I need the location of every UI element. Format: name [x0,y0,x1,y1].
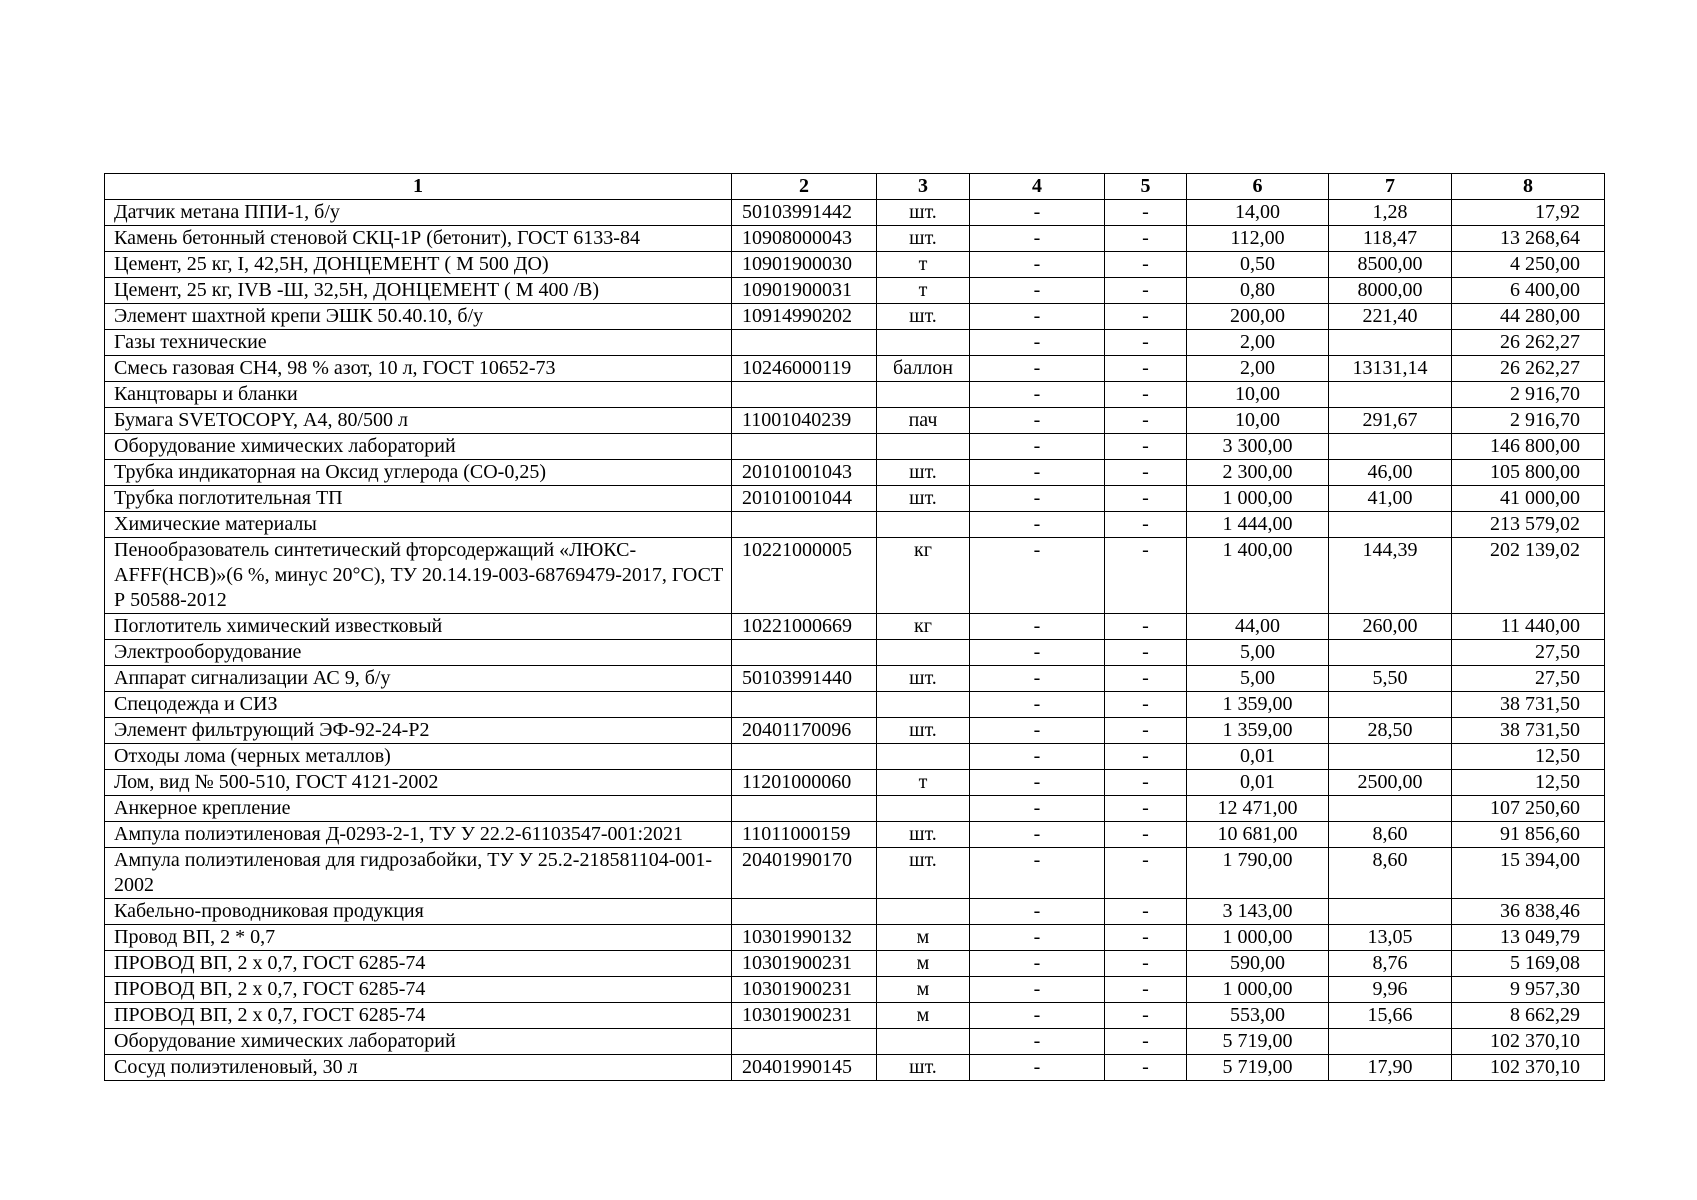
column-5-cell: - [1105,848,1187,899]
item-name-cell: Спецодежда и СИЗ [105,692,732,718]
quantity-cell: 10 681,00 [1187,822,1329,848]
unit-cell: шт. [877,200,970,226]
quantity-cell: 5 719,00 [1187,1029,1329,1055]
quantity-cell: 14,00 [1187,200,1329,226]
column-5-cell: - [1105,744,1187,770]
item-name-cell: Элемент фильтрующий ЭФ-92-24-Р2 [105,718,732,744]
quantity-cell: 5,00 [1187,640,1329,666]
item-code-cell: 10246000119 [732,356,877,382]
table-row [105,512,1605,538]
column-5-cell: - [1105,977,1187,1003]
item-code-cell: 10301900231 [732,977,877,1003]
column-5-cell: - [1105,304,1187,330]
price-cell [1329,692,1452,718]
column-4-cell: - [970,744,1105,770]
price-cell: 28,50 [1329,718,1452,744]
column-4-cell: - [970,796,1105,822]
unit-cell: шт. [877,666,970,692]
total-cell: 36 838,46 [1452,899,1605,925]
quantity-cell: 0,01 [1187,744,1329,770]
column-4-cell: - [970,382,1105,408]
table-row [105,538,1605,614]
item-code-cell: 10901900031 [732,278,877,304]
unit-cell: м [877,977,970,1003]
unit-cell: кг [877,614,970,640]
price-cell [1329,330,1452,356]
table-row [105,899,1605,925]
price-cell [1329,796,1452,822]
quantity-cell: 0,80 [1187,278,1329,304]
total-cell: 38 731,50 [1452,692,1605,718]
item-name-cell: Смесь газовая СН4, 98 % азот, 10 л, ГОСТ 10652-73 [105,356,732,382]
col-header-2: 2 [732,174,877,200]
price-cell: 2500,00 [1329,770,1452,796]
unit-cell: шт. [877,486,970,512]
item-code-cell: 10301900231 [732,951,877,977]
column-5-cell: - [1105,356,1187,382]
column-5-cell: - [1105,538,1187,614]
table-row [105,1029,1605,1055]
quantity-cell: 5,00 [1187,666,1329,692]
table-row [105,848,1605,899]
price-cell [1329,382,1452,408]
quantity-cell: 1 790,00 [1187,848,1329,899]
column-5-cell: - [1105,822,1187,848]
item-name-cell: Цемент, 25 кг, IVВ -Ш, 32,5Н, ДОНЦЕМЕНТ ( М 400 /В) [105,278,732,304]
unit-cell [877,1029,970,1055]
total-cell: 213 579,02 [1452,512,1605,538]
item-code-cell: 20401990170 [732,848,877,899]
column-5-cell: - [1105,252,1187,278]
col-header-4: 4 [970,174,1105,200]
total-cell: 13 049,79 [1452,925,1605,951]
quantity-cell: 590,00 [1187,951,1329,977]
table-row [105,822,1605,848]
total-cell: 15 394,00 [1452,848,1605,899]
column-5-cell: - [1105,460,1187,486]
item-name-cell: Поглотитель химический известковый [105,614,732,640]
price-cell: 41,00 [1329,486,1452,512]
item-code-cell [732,744,877,770]
total-cell: 91 856,60 [1452,822,1605,848]
item-name-cell: Цемент, 25 кг, I, 42,5Н, ДОНЦЕМЕНТ ( М 500 ДО) [105,252,732,278]
item-name-cell: Сосуд полиэтиленовый, 30 л [105,1055,732,1081]
column-5-cell: - [1105,512,1187,538]
table-row [105,382,1605,408]
unit-cell [877,434,970,460]
item-code-cell: 20101001043 [732,460,877,486]
table-row [105,977,1605,1003]
total-cell: 17,92 [1452,200,1605,226]
item-name-cell: ПРОВОД ВП, 2 х 0,7, ГОСТ 6285-74 [105,1003,732,1029]
table-row [105,925,1605,951]
column-4-cell: - [970,1029,1105,1055]
column-4-cell: - [970,1055,1105,1081]
total-cell: 105 800,00 [1452,460,1605,486]
column-5-cell: - [1105,666,1187,692]
price-cell: 260,00 [1329,614,1452,640]
table-row [105,278,1605,304]
table-row [105,718,1605,744]
table-row [105,226,1605,252]
price-cell: 17,90 [1329,1055,1452,1081]
quantity-cell: 1 000,00 [1187,977,1329,1003]
price-cell: 46,00 [1329,460,1452,486]
column-4-cell: - [970,512,1105,538]
table-row [105,200,1605,226]
price-cell: 8,76 [1329,951,1452,977]
quantity-cell: 0,50 [1187,252,1329,278]
column-4-cell: - [970,951,1105,977]
col-header-6: 6 [1187,174,1329,200]
item-name-cell: Аппарат сигнализации АС 9, б/у [105,666,732,692]
item-code-cell [732,796,877,822]
column-5-cell: - [1105,1003,1187,1029]
price-cell: 9,96 [1329,977,1452,1003]
item-name-cell: ПРОВОД ВП, 2 х 0,7, ГОСТ 6285-74 [105,977,732,1003]
column-4-cell: - [970,408,1105,434]
item-code-cell [732,330,877,356]
item-code-cell: 10221000669 [732,614,877,640]
quantity-cell: 5 719,00 [1187,1055,1329,1081]
column-4-cell: - [970,614,1105,640]
item-code-cell: 11001040239 [732,408,877,434]
table-row [105,1003,1605,1029]
price-cell: 13,05 [1329,925,1452,951]
col-header-5: 5 [1105,174,1187,200]
quantity-cell: 1 000,00 [1187,925,1329,951]
column-5-cell: - [1105,486,1187,512]
table-row [105,434,1605,460]
column-5-cell: - [1105,408,1187,434]
table-row [105,1055,1605,1081]
total-cell: 2 916,70 [1452,408,1605,434]
total-cell: 44 280,00 [1452,304,1605,330]
column-5-cell: - [1105,925,1187,951]
unit-cell: шт. [877,718,970,744]
quantity-cell: 553,00 [1187,1003,1329,1029]
price-cell [1329,899,1452,925]
unit-cell: т [877,252,970,278]
unit-cell: м [877,1003,970,1029]
column-4-cell: - [970,226,1105,252]
total-cell: 41 000,00 [1452,486,1605,512]
price-cell: 8,60 [1329,848,1452,899]
item-name-cell: Ампула полиэтиленовая Д-0293-2-1, ТУ У 22.2-61103547-001:2021 [105,822,732,848]
total-cell: 102 370,10 [1452,1029,1605,1055]
unit-cell [877,744,970,770]
table-row [105,640,1605,666]
column-4-cell: - [970,640,1105,666]
item-name-cell: Оборудование химических лабораторий [105,434,732,460]
column-5-cell: - [1105,640,1187,666]
price-cell: 15,66 [1329,1003,1452,1029]
unit-cell: шт. [877,226,970,252]
column-5-cell: - [1105,1055,1187,1081]
table-row [105,486,1605,512]
item-code-cell [732,382,877,408]
item-name-cell: Провод ВП, 2 * 0,7 [105,925,732,951]
column-4-cell: - [970,304,1105,330]
item-name-cell: Пенообразователь синтетический фторсодержащий «ЛЮКС-AFFF(HCB)»(6 %, минус 20°С), ТУ 20.14.19-003-68769479-2017, ГОСТ Р 50588-2012 [105,538,732,614]
unit-cell [877,382,970,408]
unit-cell [877,796,970,822]
item-name-cell: Анкерное крепление [105,796,732,822]
unit-cell [877,899,970,925]
quantity-cell: 2 300,00 [1187,460,1329,486]
quantity-cell: 10,00 [1187,382,1329,408]
total-cell: 9 957,30 [1452,977,1605,1003]
total-cell: 2 916,70 [1452,382,1605,408]
unit-cell: т [877,770,970,796]
total-cell: 11 440,00 [1452,614,1605,640]
total-cell: 8 662,29 [1452,1003,1605,1029]
total-cell: 12,50 [1452,770,1605,796]
total-cell: 26 262,27 [1452,330,1605,356]
col-header-7: 7 [1329,174,1452,200]
total-cell: 4 250,00 [1452,252,1605,278]
price-cell: 221,40 [1329,304,1452,330]
column-4-cell: - [970,486,1105,512]
item-name-cell: Газы технические [105,330,732,356]
table-row [105,408,1605,434]
item-name-cell: Элемент шахтной крепи ЭШК 50.40.10, б/у [105,304,732,330]
price-cell: 5,50 [1329,666,1452,692]
unit-cell: пач [877,408,970,434]
column-4-cell: - [970,538,1105,614]
item-name-cell: Бумага SVETOCOPY, А4, 80/500 л [105,408,732,434]
unit-cell: м [877,951,970,977]
total-cell: 13 268,64 [1452,226,1605,252]
price-cell: 8500,00 [1329,252,1452,278]
item-name-cell: Трубка поглотительная ТП [105,486,732,512]
unit-cell: баллон [877,356,970,382]
total-cell: 12,50 [1452,744,1605,770]
item-code-cell: 20401990145 [732,1055,877,1081]
table-row [105,460,1605,486]
col-header-1: 1 [105,174,732,200]
total-cell: 202 139,02 [1452,538,1605,614]
item-name-cell: ПРОВОД ВП, 2 х 0,7, ГОСТ 6285-74 [105,951,732,977]
item-code-cell: 11011000159 [732,822,877,848]
price-cell: 8000,00 [1329,278,1452,304]
unit-cell: шт. [877,304,970,330]
column-5-cell: - [1105,278,1187,304]
column-5-cell: - [1105,200,1187,226]
header-row [105,174,1605,200]
unit-cell: т [877,278,970,304]
item-code-cell: 10221000005 [732,538,877,614]
total-cell: 5 169,08 [1452,951,1605,977]
column-5-cell: - [1105,899,1187,925]
quantity-cell: 1 000,00 [1187,486,1329,512]
column-5-cell: - [1105,951,1187,977]
column-5-cell: - [1105,1029,1187,1055]
column-4-cell: - [970,1003,1105,1029]
quantity-cell: 1 444,00 [1187,512,1329,538]
quantity-cell: 3 143,00 [1187,899,1329,925]
quantity-cell: 1 359,00 [1187,718,1329,744]
column-5-cell: - [1105,382,1187,408]
price-cell [1329,744,1452,770]
column-4-cell: - [970,848,1105,899]
item-code-cell: 50103991440 [732,666,877,692]
item-code-cell: 10901900030 [732,252,877,278]
item-code-cell [732,1029,877,1055]
column-4-cell: - [970,718,1105,744]
item-code-cell [732,640,877,666]
item-name-cell: Лом, вид № 500-510, ГОСТ 4121-2002 [105,770,732,796]
col-header-8: 8 [1452,174,1605,200]
item-code-cell: 11201000060 [732,770,877,796]
item-code-cell [732,692,877,718]
total-cell: 102 370,10 [1452,1055,1605,1081]
column-4-cell: - [970,200,1105,226]
unit-cell: шт. [877,848,970,899]
unit-cell [877,692,970,718]
quantity-cell: 10,00 [1187,408,1329,434]
table-row [105,744,1605,770]
price-cell: 144,39 [1329,538,1452,614]
item-name-cell: Трубка индикаторная на Оксид углерода (СО-0,25) [105,460,732,486]
quantity-cell: 3 300,00 [1187,434,1329,460]
total-cell: 27,50 [1452,666,1605,692]
column-4-cell: - [970,770,1105,796]
price-cell [1329,640,1452,666]
table-row [105,356,1605,382]
column-4-cell: - [970,278,1105,304]
column-5-cell: - [1105,434,1187,460]
quantity-cell: 44,00 [1187,614,1329,640]
table-row [105,770,1605,796]
unit-cell: кг [877,538,970,614]
column-4-cell: - [970,330,1105,356]
column-5-cell: - [1105,614,1187,640]
table-row [105,614,1605,640]
column-4-cell: - [970,434,1105,460]
column-5-cell: - [1105,796,1187,822]
table-row [105,796,1605,822]
price-cell [1329,434,1452,460]
item-name-cell: Химические материалы [105,512,732,538]
quantity-cell: 112,00 [1187,226,1329,252]
table-row [105,951,1605,977]
price-cell [1329,1029,1452,1055]
item-code-cell [732,434,877,460]
item-code-cell: 50103991442 [732,200,877,226]
inventory-table [104,173,1605,1081]
quantity-cell: 2,00 [1187,330,1329,356]
column-5-cell: - [1105,692,1187,718]
total-cell: 107 250,60 [1452,796,1605,822]
item-code-cell [732,512,877,538]
column-4-cell: - [970,977,1105,1003]
column-4-cell: - [970,666,1105,692]
column-4-cell: - [970,899,1105,925]
item-name-cell: Кабельно-проводниковая продукция [105,899,732,925]
price-cell: 118,47 [1329,226,1452,252]
column-5-cell: - [1105,226,1187,252]
item-name-cell: Отходы лома (черных металлов) [105,744,732,770]
table-row [105,330,1605,356]
table-body [105,200,1605,1081]
item-code-cell: 10301990132 [732,925,877,951]
total-cell: 146 800,00 [1452,434,1605,460]
column-4-cell: - [970,692,1105,718]
item-code-cell: 10301900231 [732,1003,877,1029]
column-4-cell: - [970,356,1105,382]
table-row [105,692,1605,718]
item-name-cell: Ампула полиэтиленовая для гидрозабойки, ТУ У 25.2-218581104-001-2002 [105,848,732,899]
item-code-cell [732,899,877,925]
column-5-cell: - [1105,330,1187,356]
table-row [105,666,1605,692]
total-cell: 6 400,00 [1452,278,1605,304]
column-4-cell: - [970,252,1105,278]
unit-cell: шт. [877,822,970,848]
column-4-cell: - [970,822,1105,848]
quantity-cell: 1 400,00 [1187,538,1329,614]
quantity-cell: 200,00 [1187,304,1329,330]
column-4-cell: - [970,925,1105,951]
quantity-cell: 1 359,00 [1187,692,1329,718]
price-cell: 13131,14 [1329,356,1452,382]
item-name-cell: Камень бетонный стеновой СКЦ-1Р (бетонит), ГОСТ 6133-84 [105,226,732,252]
total-cell: 38 731,50 [1452,718,1605,744]
column-5-cell: - [1105,770,1187,796]
price-cell: 1,28 [1329,200,1452,226]
total-cell: 26 262,27 [1452,356,1605,382]
column-5-cell: - [1105,718,1187,744]
table-row [105,304,1605,330]
item-name-cell: Оборудование химических лабораторий [105,1029,732,1055]
table-row [105,252,1605,278]
quantity-cell: 12 471,00 [1187,796,1329,822]
price-cell: 8,60 [1329,822,1452,848]
item-code-cell: 10914990202 [732,304,877,330]
unit-cell: м [877,925,970,951]
total-cell: 27,50 [1452,640,1605,666]
unit-cell [877,640,970,666]
price-cell: 291,67 [1329,408,1452,434]
unit-cell [877,330,970,356]
item-name-cell: Электрооборудование [105,640,732,666]
item-code-cell: 20101001044 [732,486,877,512]
column-4-cell: - [970,460,1105,486]
quantity-cell: 2,00 [1187,356,1329,382]
unit-cell: шт. [877,460,970,486]
quantity-cell: 0,01 [1187,770,1329,796]
unit-cell: шт. [877,1055,970,1081]
item-name-cell: Канцтовары и бланки [105,382,732,408]
col-header-3: 3 [877,174,970,200]
item-code-cell: 20401170096 [732,718,877,744]
item-name-cell: Датчик метана ППИ-1, б/у [105,200,732,226]
price-cell [1329,512,1452,538]
item-code-cell: 10908000043 [732,226,877,252]
unit-cell [877,512,970,538]
